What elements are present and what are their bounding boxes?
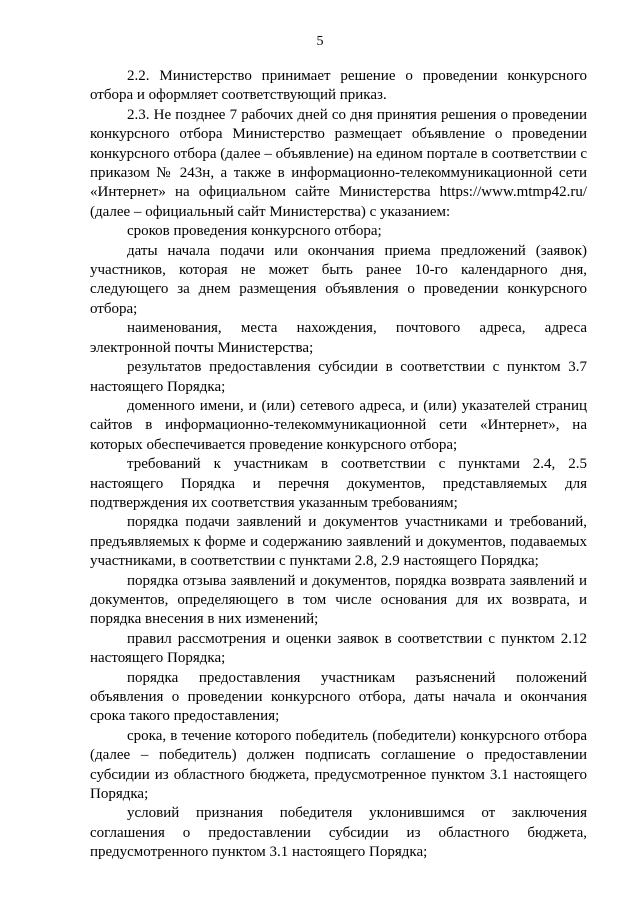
paragraph-2-3: 2.3. Не позднее 7 рабочих дней со дня принятия решения о проведении конкурсного отбора Министерство размещает объявление о проведении конкурсного отбора (далее – объявление) на едином портале в соответствии с приказом № 243н, а также в информационно-телекоммуникационной сети «Интернет» на официальном сайте Министерства https://www.mtmp42.ru/ (далее – официальный сайт Министерства) с указанием: [90, 106, 587, 220]
list-item-signing-term: срока, в течение которого победитель (победители) конкурсного отбора (далее – победитель) должен подписать соглашение о предоставлении субсидии из областного бюджета, предусмотренное пунктом 3.1 настоящего Порядка; [90, 727, 587, 803]
list-item-dates: даты начала подачи или окончания приема предложений (заявок) участников, которая не может быть ранее 10-го календарного дня, следующего за днем размещения объявления о проведении конкурсного отбора; [90, 242, 587, 317]
list-item-terms: сроков проведения конкурсного отбора; [127, 223, 382, 240]
list-item-clarifications: порядка предоставления участникам разъяснений положений объявления о проведении конкурсного отбора, даты начала и окончания срока такого предоставления; [90, 669, 587, 725]
document-body [90, 67, 587, 863]
list-item-domain-name: доменного имени, и (или) сетевого адреса, и (или) указателей страниц сайтов в информационно-телекоммуникационной сети «Интернет», на которых обеспечивается проведение конкурсного отбора; [90, 397, 587, 453]
list-item-submission-procedure: порядка подачи заявлений и документов участниками и требований, предъявляемых к форме и содержанию заявлений и документов, подаваемых участниками, в соответствии с пунктами 2.8, 2.9 настоящего Порядка; [90, 514, 587, 570]
list-item-names-addresses: наименования, места нахождения, почтового адреса, адреса электронной почты Министерства; [90, 320, 587, 356]
page-number: 5 [316, 34, 324, 49]
paragraph-2-2: 2.2. Министерство принимает решение о проведении конкурсного отбора и оформляет соответствующий приказ. [90, 68, 587, 104]
list-item-review-rules: правил рассмотрения и оценки заявок в соответствии с пунктом 2.12 настоящего Порядка; [90, 630, 587, 667]
list-item-withdrawal-procedure: порядка отзыва заявлений и документов, порядка возврата заявлений и документов, определяющего в том числе основания для их возврата, и порядка внесения в них изменений; [90, 572, 587, 628]
list-item-evasion-conditions: условий признания победителя уклонившимся от заключения соглашения о предоставлении субсидии из областного бюджета, предусмотренного пунктом 3.1 настоящего Порядка; [90, 805, 587, 861]
list-item-requirements: требований к участникам в соответствии с пунктами 2.4, 2.5 настоящего Порядка и перечня документов, представляемых для подтверждения их соответствия указанным требованиям; [90, 456, 587, 511]
list-item-results: результатов предоставления субсидии в соответствии с пунктом 3.7 настоящего Порядка; [90, 359, 587, 395]
